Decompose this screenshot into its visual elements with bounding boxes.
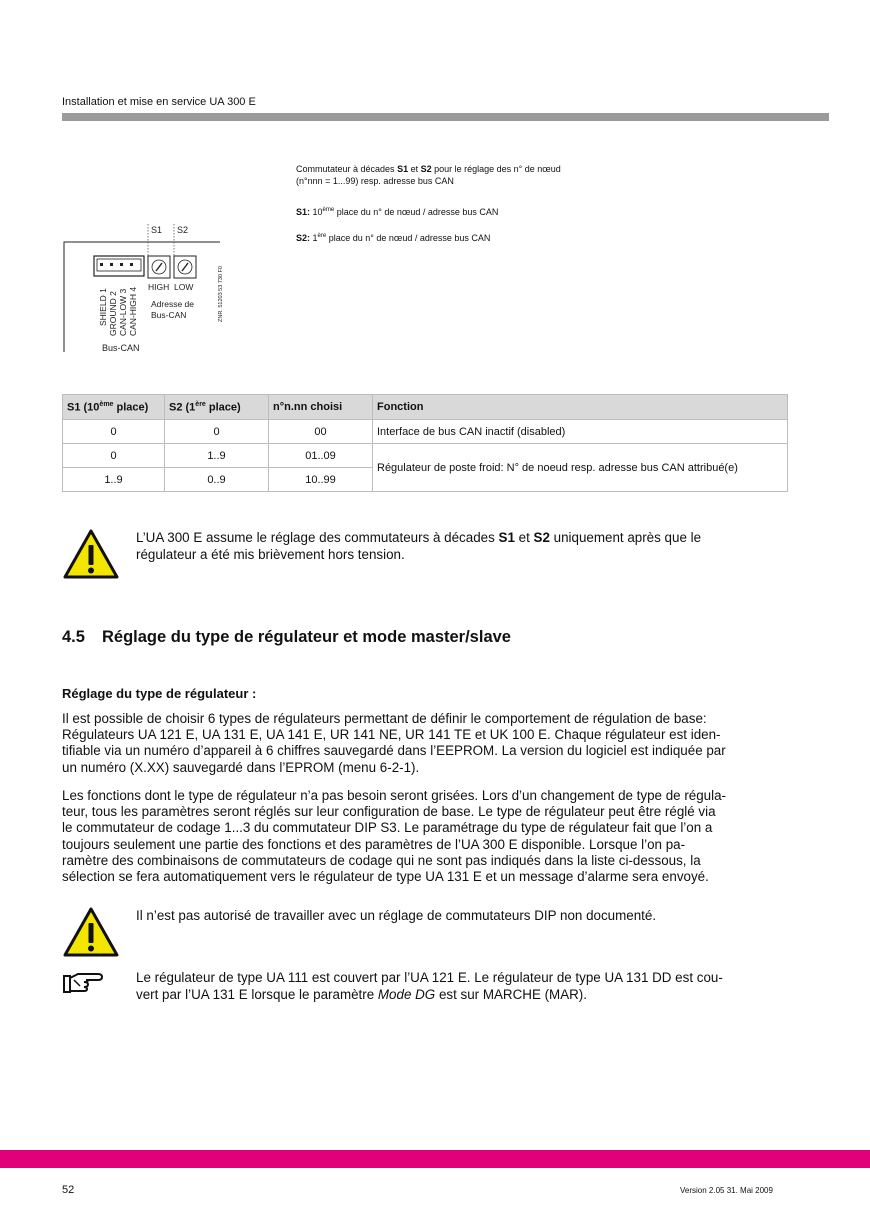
diagram-high-label: HIGH [148, 282, 170, 292]
pin-label-4: CAN-HIGH 4 [128, 286, 138, 336]
version-info: Version 2.05 31. Mai 2009 [680, 1186, 773, 1195]
table-cell: 0 [63, 420, 165, 444]
table-row [63, 444, 788, 468]
terminal-block [94, 256, 144, 276]
header-bar [62, 113, 829, 121]
paragraph-2: Les fonctions dont le type de régulateur n’a pas besoin seront grisées. Lors d’un changement de type de régula- teur, tous les paramètres seront réglés sur leur configuration de base. Le type de régulateur peut être réglé via le commutateur de codage 1...3 du commutateur DIP S3. Le paramétrage du type de régulateur fait que l’on a toujours seulement une partie des fonctions et des paramètres de l’UA 300 E disponible. Lorsque l’on pa- ramètre des combinaisons de commutateurs de codage qui ne sont pas indiqués dans la liste ci-dessous, la sélection se fera automatiquement vers le régulateur de type UA 131 E et un message d’alarme sera envoyé. [62, 788, 727, 885]
section-heading: 4.5 Réglage du type de régulateur et mode master/slave [62, 628, 511, 646]
diagram-s1-label: S1 [151, 225, 163, 235]
callout-intro: Commutateur à décades S1 et S2 pour le réglage des n° de nœud (n°nnn = 1...99) resp. adresse bus CAN [296, 164, 561, 186]
paragraph-1: Il est possible de choisir 6 types de régulateurs permettant de définir le comportement de régulation de base: Régulateurs UA 121 E, UA 131 E, UA 141 E, UR 141 NE, UR 141 TE et UK 100 E. Chaque régulateur est iden- tifiable via un numéro d’appareil à 6 chiffres sauvegardé dans l’EEPROM. La version du logiciel est indiquée par un numéro (X.XX) sauvegardé dans l’EPROM (menu 6-2-1). [62, 711, 726, 775]
callout-s1: S1: 10ème place du n° de nœud / adresse bus CAN [296, 207, 499, 217]
pointing-hand-icon [62, 970, 104, 996]
warning-icon [62, 528, 120, 580]
col-header-s2: S2 (1ère place) [165, 395, 269, 420]
table-cell: 00 [269, 420, 373, 444]
table-cell: Interface de bus CAN inactif (disabled) [373, 420, 788, 444]
header-title: Installation et mise en service UA 300 E [62, 96, 256, 108]
table-cell: 10..99 [269, 468, 373, 492]
rotary-switch-high [148, 256, 170, 278]
footer-bar [0, 1150, 870, 1168]
diagram-ref: ZNR. 51203 53 730 F0 [218, 266, 224, 322]
warning-text-1: L’UA 300 E assume le réglage des commutateurs à décades S1 et S2 uniquement après que le régulateur a été mis brièvement hors tension. [136, 530, 702, 562]
pin-label-3: CAN-LOW 3 [118, 288, 128, 336]
table-row [63, 420, 788, 444]
switch-table [62, 394, 788, 492]
connector-diagram [62, 218, 242, 368]
page-number: 52 [62, 1184, 75, 1196]
rotary-switch-low [174, 256, 196, 278]
warning-text-2: Il n’est pas autorisé de travailler avec un réglage de commutateurs DIP non documenté. [136, 908, 657, 923]
diagram-adresse-2: Bus-CAN [151, 310, 187, 320]
col-header-s1: S1 (10ème place) [63, 395, 165, 420]
table-cell: 0 [165, 420, 269, 444]
table-cell: 1..9 [63, 468, 165, 492]
diagram-low-label: LOW [174, 282, 194, 292]
callout-s2: S2: 1ère place du n° de nœud / adresse bus CAN [296, 233, 491, 243]
diagram-s2-label: S2 [177, 225, 189, 235]
table-cell: 0..9 [165, 468, 269, 492]
diagram-adresse-1: Adresse de [151, 299, 194, 309]
pin-label-2: GROUND 2 [108, 291, 118, 336]
pin-label-1: SHIELD 1 [98, 288, 108, 326]
note-text: Le régulateur de type UA 111 est couvert par l’UA 121 E. Le régulateur de type UA 131 DD est cou- vert par l’UA 131 E lorsque le paramètre Mode DG est sur MARCHE (MAR). [136, 970, 723, 1002]
diagram-bus-label: Bus-CAN [102, 343, 140, 353]
warning-icon [62, 906, 120, 958]
col-header-choice: n°n.nn choisi [269, 395, 373, 420]
table-cell-merged: Régulateur de poste froid: N° de noeud resp. adresse bus CAN attribué(e) [373, 444, 788, 492]
table-header-row [63, 395, 788, 420]
col-header-function: Fonction [373, 395, 788, 420]
table-cell: 01..09 [269, 444, 373, 468]
table-cell: 0 [63, 444, 165, 468]
table-cell: 1..9 [165, 444, 269, 468]
subheading: Réglage du type de régulateur : [62, 686, 257, 701]
